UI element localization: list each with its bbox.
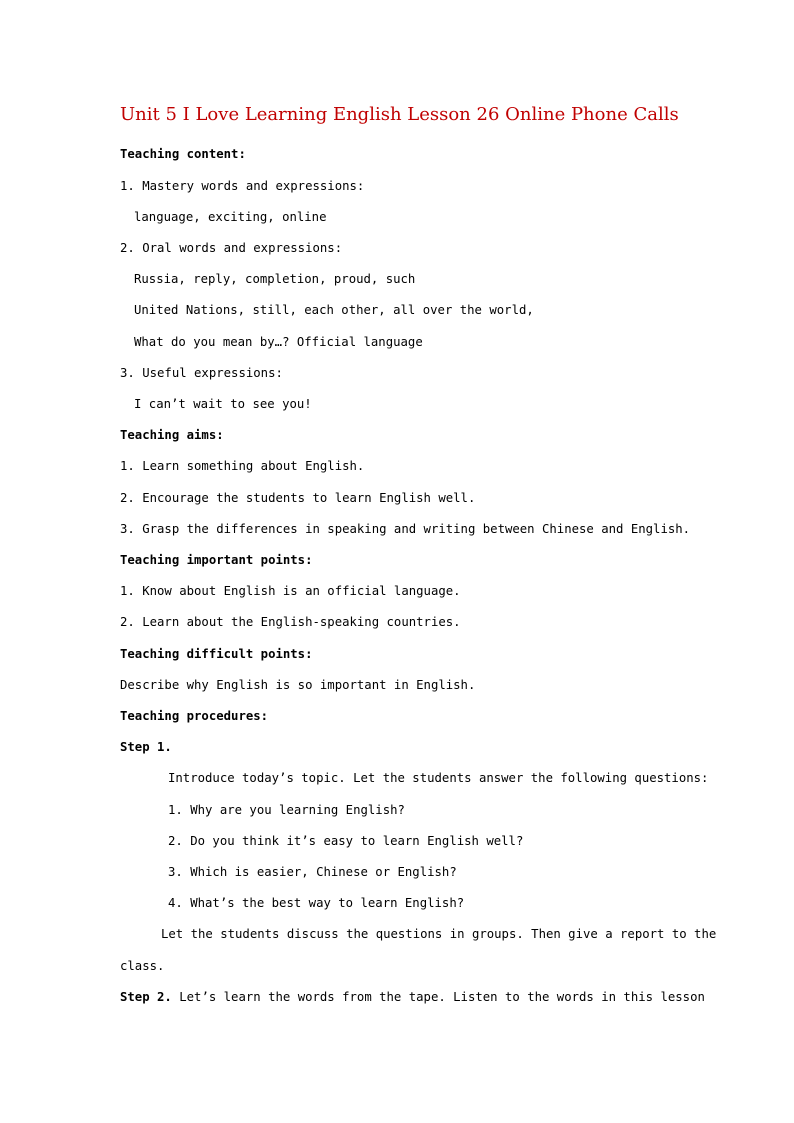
discussion-line-2: class. — [120, 959, 165, 973]
useful-expression: I can’t wait to see you! — [134, 397, 312, 411]
difficult-point-text: Describe why English is so important in English. — [120, 678, 476, 692]
teaching-aims-heading: Teaching aims: — [120, 428, 224, 442]
aim-2: 2. Encourage the students to learn English well. — [120, 491, 476, 505]
question-3: 3. Which is easier, Chinese or English? — [168, 865, 457, 879]
aim-3: 3. Grasp the differences in speaking and writing between Chinese and English. — [120, 522, 691, 536]
question-4: 4. What’s the best way to learn English? — [168, 896, 465, 910]
step-2-line — [120, 989, 705, 1005]
question-2: 2. Do you think it’s easy to learn English well? — [168, 834, 524, 848]
useful-item: 3. Useful expressions: — [120, 366, 283, 380]
mastery-item: 1. Mastery words and expressions: — [120, 179, 365, 193]
discussion-line-1: Let the students discuss the questions in groups. Then give a report to the — [161, 927, 717, 941]
procedures-heading: Teaching procedures: — [120, 709, 269, 723]
important-points-heading: Teaching important points: — [120, 553, 313, 567]
important-point-2: 2. Learn about the English-speaking countries. — [120, 615, 461, 629]
oral-item: 2. Oral words and expressions: — [120, 241, 343, 255]
step-2-text: Let’s learn the words from the tape. Listen to the words in this lesson — [179, 990, 705, 1004]
oral-words-line-3: What do you mean by…? Official language — [134, 335, 423, 349]
document-title: Unit 5 I Love Learning English Lesson 26 Online Phone Calls — [120, 104, 679, 125]
aim-1: 1. Learn something about English. — [120, 459, 365, 473]
important-point-1: 1. Know about English is an official language. — [120, 584, 461, 598]
difficult-points-heading: Teaching difficult points: — [120, 647, 313, 661]
step-1-intro: Introduce today’s topic. Let the students answer the following questions: — [168, 771, 709, 785]
step-1-heading: Step 1. — [120, 740, 172, 754]
oral-words-line-1: Russia, reply, completion, proud, such — [134, 272, 416, 286]
oral-words-line-2: United Nations, still, each other, all over the world, — [134, 303, 534, 317]
step-2-label: Step 2. — [120, 990, 172, 1004]
teaching-content-heading: Teaching content: — [120, 147, 246, 161]
question-1: 1. Why are you learning English? — [168, 803, 405, 817]
mastery-words: language, exciting, online — [134, 210, 327, 224]
